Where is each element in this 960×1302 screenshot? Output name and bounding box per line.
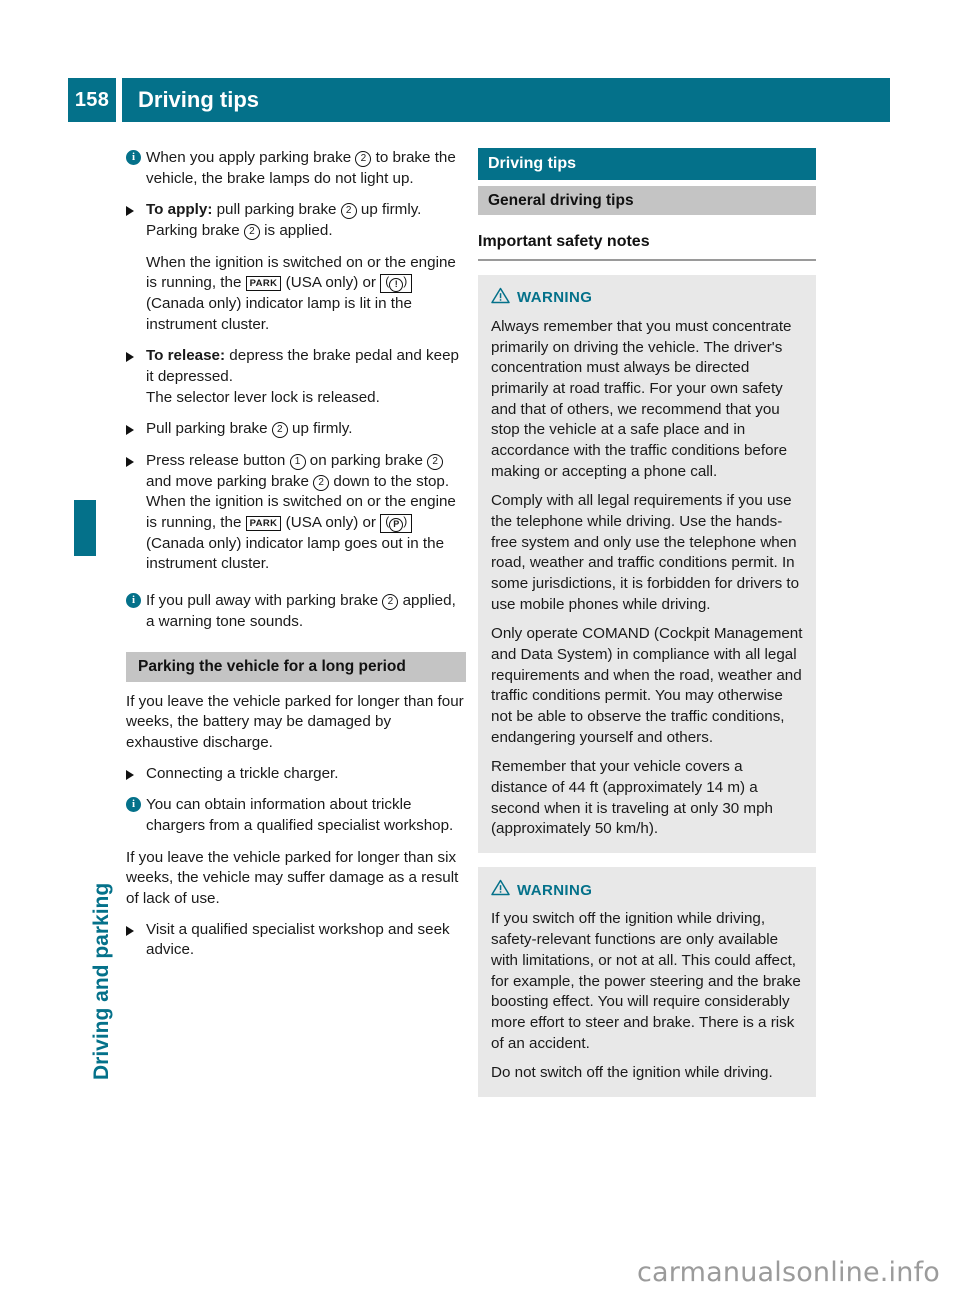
circle-two-icon: 2 bbox=[244, 224, 260, 240]
triangle-right-icon bbox=[126, 346, 146, 362]
apply-text-a: pull parking brake bbox=[212, 201, 341, 219]
step-press-release-button: Press release button 1 on parking brake 2 and move parking brake 2 down to the stop. When the ignition is switched on or the engine is running, the PARK (USA only) or ( P ) (Canada only) indicator lamp goes out in the instrument cluster. bbox=[126, 451, 466, 575]
warning-header bbox=[491, 287, 803, 310]
page-header bbox=[68, 78, 890, 122]
info-icon: i bbox=[126, 591, 146, 608]
left-column bbox=[126, 148, 466, 961]
warning-box-ignition-off bbox=[478, 867, 816, 1097]
warning-paragraph: Always remember that you must concentrate primarily on driving the vehicle. The driver's concentration must always be directed primarily at road traffic. For your own safety and that of others, we recommend that you stop the vehicle at a safe place and in accordance with the traffic conditions before making or accepting a phone call. bbox=[491, 317, 792, 480]
watermark: carmanualsonline.info bbox=[637, 1257, 940, 1288]
triangle-right-icon bbox=[126, 451, 146, 467]
warning-header bbox=[491, 879, 803, 902]
step-visit-workshop: Visit a qualified specialist workshop and seek advice. bbox=[126, 920, 466, 961]
heading-driving-tips: Driving tips bbox=[478, 148, 816, 180]
note1-text-a: When you apply parking brake bbox=[146, 149, 356, 166]
circle-two-icon: 2 bbox=[341, 203, 357, 219]
lamp-park-icon: PARK bbox=[246, 516, 282, 531]
circle-two-icon: 2 bbox=[272, 422, 288, 438]
side-tab bbox=[90, 780, 113, 1080]
circle-two-icon: 2 bbox=[313, 475, 329, 491]
press-indicator: When the ignition is switched on or the engine is running, the PARK (USA only) or ( P ) (Canada only) indicator lamp goes out in the instrument cluster. bbox=[146, 493, 456, 573]
apply-text-b: up firmly. bbox=[356, 201, 422, 219]
lamp-brake-canada-icon: ( ! ) bbox=[380, 274, 412, 293]
release-result: The selector lever lock is released. bbox=[146, 388, 380, 406]
triangle-right-icon bbox=[126, 764, 146, 780]
spacer bbox=[126, 253, 146, 255]
page-number: 158 bbox=[68, 78, 116, 122]
apply-result: Parking brake 2 is applied. bbox=[146, 222, 333, 240]
triangle-right-icon bbox=[126, 200, 146, 216]
warning-triangle-icon bbox=[491, 287, 510, 310]
info-note-trickle-chargers: i You can obtain information about trickle chargers from a qualified specialist workshop. bbox=[126, 795, 466, 836]
right-column bbox=[478, 148, 816, 1097]
section-heading-parking-long-period: Parking the vehicle for a long period bbox=[126, 652, 466, 681]
step-to-release: To release: depress the brake pedal and keep it depressed. The selector lever lock is released. bbox=[126, 346, 466, 408]
circle-two-icon: 2 bbox=[355, 151, 371, 167]
warning-paragraph: Only operate COMAND (Cockpit Management and Data System) in compliance with all legal requirements and when the road, weather and traffic conditions permit. You may otherwise not be able to observe the traffic conditions, endangering yourself and others. bbox=[491, 625, 803, 746]
warning-paragraph: Comply with all legal requirements if you use the telephone while driving. Use the hands-free system and only use the telephone when road, weather and traffic conditions permit. In some jurisdictions, it is forbidden for drivers to use mobile phones while driving. bbox=[491, 492, 800, 613]
lamp-park-canada-icon: ( P ) bbox=[380, 514, 412, 533]
lamp-park-icon: PARK bbox=[246, 276, 282, 291]
apply-label: To apply: bbox=[146, 201, 213, 219]
info-note-warning-tone: i If you pull away with parking brake 2 applied, a warning tone sounds. bbox=[126, 591, 466, 632]
circle-one-icon: 1 bbox=[290, 454, 306, 470]
step-connect-trickle-charger: Connecting a trickle charger. bbox=[126, 764, 466, 785]
warning-paragraph: Remember that your vehicle covers a distance of 44 ft (approximately 14 m) a second when it is traveling at only 30 mph (approximately 50 km/h). bbox=[491, 758, 773, 838]
para-four-weeks: If you leave the vehicle parked for longer than four weeks, the battery may be damaged by exhaustive discharge. bbox=[126, 692, 464, 751]
circle-two-icon: 2 bbox=[382, 594, 398, 610]
heading-general-driving-tips: General driving tips bbox=[478, 186, 816, 215]
warning-label: WARNING bbox=[517, 289, 593, 307]
warning-paragraph: Do not switch off the ignition while driving. bbox=[491, 1064, 773, 1082]
step-to-apply bbox=[126, 200, 466, 241]
circle-two-icon: 2 bbox=[427, 454, 443, 470]
warning-label: WARNING bbox=[517, 881, 593, 899]
heading-important-safety-notes: Important safety notes bbox=[478, 231, 816, 261]
apply-indicator-paragraph: When the ignition is switched on or the engine is running, the PARK (USA only) or ( ! ) (Canada only) indicator lamp is lit in the instrument cluster. bbox=[126, 253, 466, 336]
step-pull-parking-brake: Pull parking brake 2 up firmly. bbox=[126, 419, 466, 440]
page-title: Driving tips bbox=[122, 78, 890, 122]
warning-box-phone-use bbox=[478, 275, 816, 854]
para-six-weeks: If you leave the vehicle parked for longer than six weeks, the vehicle may suffer damage as a result of lack of use. bbox=[126, 848, 459, 907]
triangle-right-icon bbox=[126, 419, 146, 435]
side-tab-label: Driving and parking bbox=[90, 882, 113, 1080]
warning-paragraph: If you switch off the ignition while driving, safety-relevant functions are only available with limitations, or not at all. This could affect, for example, the power steering and the brake boosting effect. You will require considerably more effort to steer and brake. There is a risk of an accident. bbox=[491, 910, 801, 1052]
info-icon: i bbox=[126, 148, 146, 165]
side-tab-marker bbox=[74, 500, 96, 556]
release-label: To release: bbox=[146, 347, 226, 365]
triangle-right-icon bbox=[126, 920, 146, 936]
info-icon: i bbox=[126, 795, 146, 812]
warning-triangle-icon bbox=[491, 879, 510, 902]
note1-text-b: to brake the vehicle, the brake lamps do not light up. bbox=[146, 149, 456, 187]
info-note-parking-brake-lamps bbox=[126, 148, 466, 189]
